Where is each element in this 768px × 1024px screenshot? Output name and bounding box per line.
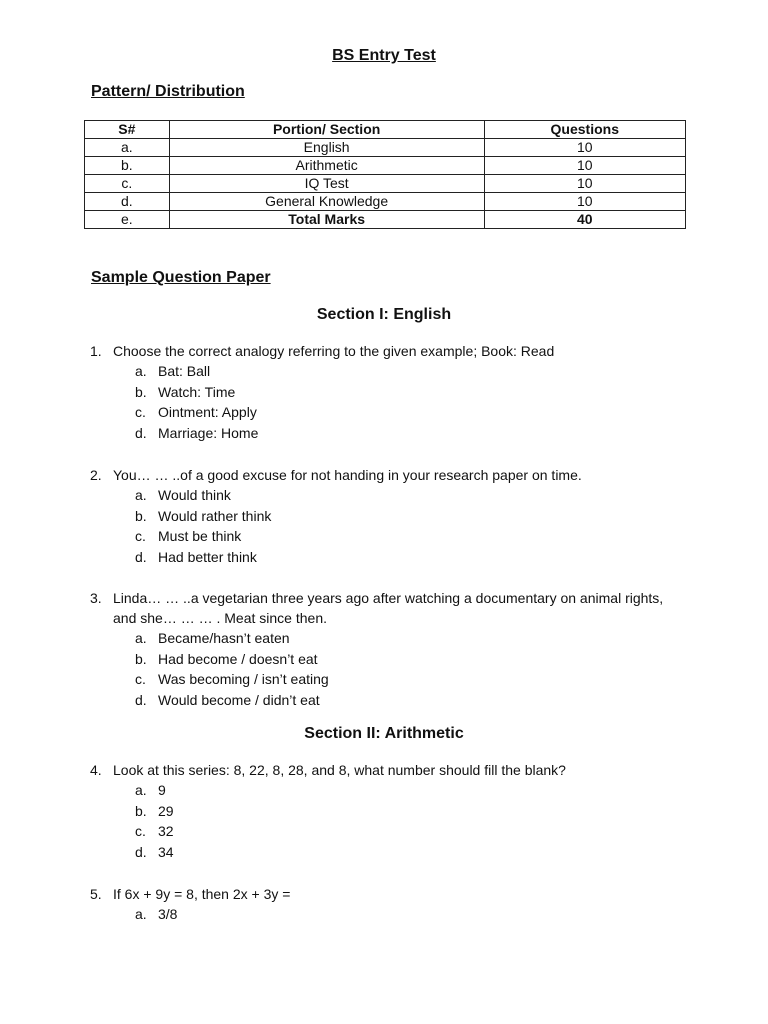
question-stem: Look at this series: 8, 22, 8, 28, and 8, what number should fill the blank? (113, 762, 566, 778)
option-text: Bat: Ball (158, 363, 211, 379)
option-letter: d. (135, 691, 147, 708)
question-number: 1. (90, 343, 102, 359)
option-item (90, 904, 690, 925)
option-letter: c. (135, 823, 146, 839)
section-title-english: Section I: English (316, 306, 452, 323)
question-3 (90, 588, 690, 710)
option-letter: b. (135, 507, 147, 524)
question-1 (90, 341, 690, 443)
question-2 (90, 465, 690, 567)
option-text: Would become / didn’t eat (158, 691, 320, 708)
option-text: Must be think (158, 528, 242, 544)
option-item (90, 780, 690, 801)
distribution-table (84, 120, 686, 229)
cell-sn: c. (85, 175, 170, 193)
option-letter: a. (135, 906, 147, 922)
cell-questions-total: 40 (484, 211, 685, 229)
header-sn: S# (85, 121, 170, 139)
option-text: Would think (158, 487, 231, 503)
question-stem: Linda… … ..a vegetarian three years ago after watching a documentary on animal rights, and she… … … . Meat since then. (113, 590, 664, 626)
cell-questions: 10 (484, 157, 685, 175)
option-letter: a. (135, 630, 147, 646)
option-text: 32 (158, 823, 174, 839)
option-letter: d. (135, 843, 147, 860)
option-text: Ointment: Apply (158, 404, 257, 420)
option-letter: c. (135, 404, 146, 420)
option-item (90, 842, 690, 863)
question-number: 3. (90, 590, 102, 606)
option-letter: b. (135, 650, 147, 667)
cell-portion: IQ Test (169, 175, 484, 193)
option-letter: b. (135, 383, 147, 400)
option-text: 3/8 (158, 906, 178, 922)
option-text: Marriage: Home (158, 424, 259, 441)
option-letter: b. (135, 802, 147, 819)
table-row (85, 139, 686, 157)
question-4 (90, 760, 690, 862)
cell-portion: General Knowledge (169, 193, 484, 211)
option-item (90, 628, 690, 649)
option-item (90, 485, 690, 506)
table-row (85, 193, 686, 211)
header-portion: Portion/ Section (169, 121, 484, 139)
cell-sn: e. (85, 211, 170, 229)
option-item (90, 821, 690, 842)
option-text: 29 (158, 802, 174, 819)
cell-portion: Arithmetic (169, 157, 484, 175)
cell-questions: 10 (484, 139, 685, 157)
option-letter: d. (135, 548, 147, 565)
question-number: 2. (90, 467, 102, 483)
table-header-row (85, 121, 686, 139)
option-letter: a. (135, 782, 147, 798)
option-item (90, 526, 690, 547)
options-list (90, 628, 690, 710)
option-text: Was becoming / isn’t eating (158, 671, 329, 687)
options-list (90, 904, 690, 925)
option-item (90, 801, 690, 822)
cell-questions: 10 (484, 175, 685, 193)
question-5 (90, 884, 690, 925)
option-letter: c. (135, 528, 146, 544)
header-questions: Questions (484, 121, 685, 139)
table-row (85, 157, 686, 175)
question-stem: Choose the correct analogy referring to the given example; Book: Read (113, 343, 555, 359)
option-item (90, 690, 690, 711)
option-letter: a. (135, 487, 147, 503)
option-text: Watch: Time (158, 383, 236, 400)
sample-heading: Sample Question Paper (91, 269, 271, 286)
option-item (90, 361, 690, 382)
option-item (90, 669, 690, 690)
option-text: Would rather think (158, 507, 272, 524)
question-number: 4. (90, 762, 102, 778)
option-item (90, 382, 690, 403)
option-text: Had become / doesn’t eat (158, 650, 318, 667)
option-item (90, 506, 690, 527)
option-item (90, 649, 690, 670)
options-list (90, 485, 690, 567)
section-title-arithmetic: Section II: Arithmetic (304, 725, 464, 742)
options-list (90, 780, 690, 862)
option-text: 34 (158, 843, 174, 860)
option-item (90, 423, 690, 444)
option-item (90, 402, 690, 423)
cell-questions: 10 (484, 193, 685, 211)
question-stem: You… … ..of a good excuse for not handing in your research paper on time. (113, 467, 582, 483)
table-row-total (85, 211, 686, 229)
option-item (90, 547, 690, 568)
option-letter: c. (135, 671, 146, 687)
cell-portion: English (169, 139, 484, 157)
cell-portion-total: Total Marks (169, 211, 484, 229)
question-number: 5. (90, 886, 102, 902)
option-text: 9 (158, 782, 166, 798)
cell-sn: b. (85, 157, 170, 175)
cell-sn: d. (85, 193, 170, 211)
table-row (85, 175, 686, 193)
option-text: Became/hasn’t eaten (158, 630, 290, 646)
question-stem: If 6x + 9y = 8, then 2x + 3y = (113, 886, 291, 902)
option-letter: a. (135, 363, 147, 379)
cell-sn: a. (85, 139, 170, 157)
options-list (90, 361, 690, 443)
pattern-heading: Pattern/ Distribution (91, 83, 245, 100)
option-text: Had better think (158, 548, 257, 565)
option-letter: d. (135, 424, 147, 441)
document-title: BS Entry Test (332, 47, 436, 64)
